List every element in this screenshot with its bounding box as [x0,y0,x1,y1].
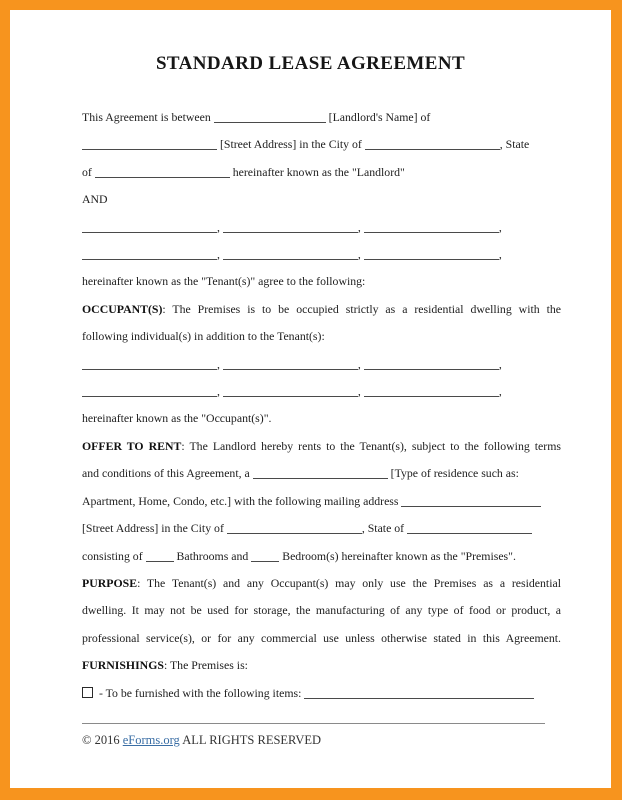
intro-line-1-text: This Agreement is between [82,110,211,124]
furnishings-heading: FURNISHINGS [82,658,164,673]
landlord-name-blank[interactable] [214,111,326,123]
intro-line-2-text: [Street Address] in the City of [219,137,362,152]
offer-line-1 [82,433,561,460]
purpose-body-1: : The Tenant(s) and any Occupant(s) may only use the Premises as a residential [137,575,561,590]
comma: , [217,384,220,399]
occupants-tail-text: hereinafter known as the "Occupant(s)". [82,411,272,426]
occupants-line-1 [82,296,561,323]
furnished-checkbox-icon[interactable] [82,687,93,698]
purpose-line-1 [82,570,561,597]
comma: , [357,384,361,399]
landlord-street-address-blank[interactable] [82,138,217,150]
copyright-year-text: © 2016 [82,732,120,747]
occupants-body-1: : The Premises is to be occupied strictly as a residential dwelling with the [162,301,561,316]
bathrooms-count-blank[interactable] [146,550,174,562]
landlord-city-blank[interactable] [365,138,500,150]
furnishings-body-1: : The Premises is: [163,658,248,673]
furnished-option-text: - To be furnished with the following items: [98,685,302,700]
purpose-body-3: professional service(s), or for any commercial use unless otherwise stated in this Agreement. [82,630,561,645]
purpose-line-2 [82,597,561,624]
intro-line-3-tail: hereinafter known as the "Landlord" [232,164,405,179]
offer-heading: OFFER TO RENT [82,438,182,453]
rights-reserved-text: ALL RIGHTS RESERVED [182,732,322,747]
bedrooms-count-blank[interactable] [251,550,279,562]
occupant-name-blank-4[interactable] [82,385,217,397]
intro-line-1 [82,104,561,131]
comma: , [217,356,220,371]
offer-line-5-text: consisting of [82,548,143,563]
comma: , [357,219,361,234]
tenant-tail-line [82,268,561,295]
tenant-name-blank-3[interactable] [364,221,499,233]
tenant-tail-text: hereinafter known as the "Tenant(s)" agree to the following: [82,274,366,289]
document-page [10,10,611,788]
purpose-heading: PURPOSE [82,575,138,590]
comma: , [357,356,361,371]
document-content [10,10,611,748]
intro-line-3-text: of [82,164,92,179]
intro-line-2-tail: , State [499,137,530,152]
occupant-name-blank-6[interactable] [364,385,499,397]
and-separator [82,186,561,213]
document-title: STANDARD LEASE AGREEMENT [155,53,466,74]
comma: , [357,247,361,262]
landlord-name-label: [Landlord's Name] of [328,110,431,124]
tenant-names-row-2 [82,241,561,268]
occupant-name-blank-2[interactable] [223,358,358,370]
occupants-body-2: following individual(s) in addition to the Tenant(s): [82,329,325,344]
comma: , [498,219,502,234]
tenant-name-blank-5[interactable] [223,248,358,260]
purpose-body-2: dwelling. It may not be used for storage, the manufacturing of any type of food or product, a [82,603,561,618]
occupant-name-blank-3[interactable] [364,358,499,370]
residence-type-blank[interactable] [253,467,388,479]
occupant-names-row-2 [82,378,561,405]
occupant-names-row-1 [82,351,561,378]
offer-line-4-text: [Street Address] in the City of [82,521,224,536]
comma: , [217,219,220,234]
offer-line-5-mid: Bathrooms and [176,548,249,563]
tenant-name-blank-1[interactable] [82,221,217,233]
offer-line-5 [82,543,561,570]
intro-line-2 [82,131,561,158]
landlord-state-blank[interactable] [95,166,230,178]
premises-city-blank[interactable] [227,522,362,534]
intro-line-3 [82,159,561,186]
purpose-line-3 [82,625,561,652]
occupants-line-2 [82,323,561,350]
and-label: AND [82,192,108,207]
offer-line-4 [82,515,561,542]
occupant-name-blank-5[interactable] [223,385,358,397]
comma: , [498,384,502,399]
comma: , [217,247,220,262]
mailing-address-blank[interactable] [401,495,541,507]
tenant-name-blank-4[interactable] [82,248,217,260]
offer-line-5-tail: Bedroom(s) hereinafter known as the "Premises". [282,548,516,563]
furnished-items-blank[interactable] [304,687,534,699]
occupants-heading: OCCUPANT(S) [82,301,163,316]
offer-line-3 [82,488,561,515]
tenant-name-blank-6[interactable] [364,248,499,260]
offer-line-2-text: and conditions of this Agreement, a [82,466,250,481]
offer-line-2-tail: [Type of residence such as: [390,466,519,481]
footer-divider [82,723,545,724]
offer-line-2 [82,460,561,487]
offer-line-4-mid: , State of [361,521,405,536]
occupant-name-blank-1[interactable] [82,358,217,370]
comma: , [498,247,502,262]
footer [82,733,561,748]
offer-body-1: : The Landlord hereby rents to the Tenant(s), subject to the following terms [181,438,561,453]
furnishings-option-line [82,680,561,707]
comma: , [498,356,502,371]
tenant-name-blank-2[interactable] [223,221,358,233]
tenant-names-row-1 [82,214,561,241]
premises-state-blank[interactable] [407,522,532,534]
occupants-tail-line [82,405,561,432]
document-body [82,104,561,707]
offer-line-3-text: Apartment, Home, Condo, etc.] with the following mailing address [82,493,399,508]
eforms-link[interactable]: eForms.org [122,732,180,747]
furnishings-line-1 [82,652,561,679]
